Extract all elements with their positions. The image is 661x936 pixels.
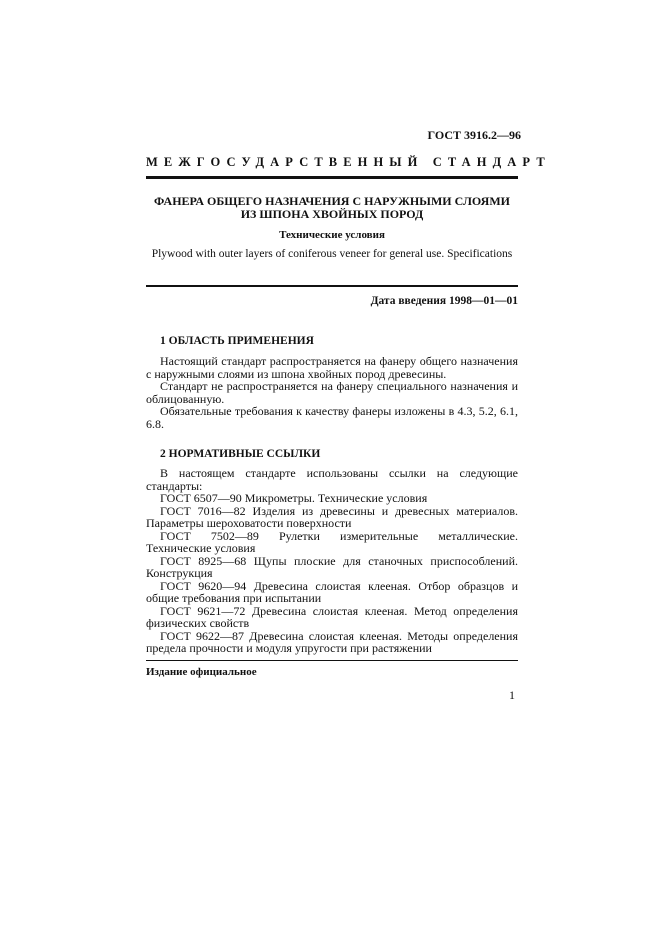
english-title: Plywood with outer layers of coniferous veneer for general use. Specifications <box>151 248 513 260</box>
paragraph: Стандарт не распространяется на фанеру специального назначения и облицованную. <box>146 379 518 406</box>
document-title <box>146 195 518 221</box>
title-line-1: ФАНЕРА ОБЩЕГО НАЗНАЧЕНИЯ С НАРУЖНЫМИ СЛОЯМИ <box>153 194 510 208</box>
paragraph: Настоящий стандарт распространяется на фанеру общего назначения с наружными слоями из шпона хвойных пород древесины. <box>146 354 518 381</box>
title-rule <box>146 285 518 287</box>
reference-item: ГОСТ 7502—89 Рулетки измерительные металлические. Технические условия <box>146 528 518 555</box>
reference-item: ГОСТ 7016—82 Изделия из древесины и древесных материалов. Параметры шероховатости поверхности <box>146 503 518 530</box>
section-2-body <box>146 467 518 655</box>
footer-rule <box>146 660 518 661</box>
interstate-standard-banner: МЕЖГОСУДАРСТВЕННЫЙ СТАНДАРТ <box>146 155 551 169</box>
reference-item: ГОСТ 9620—94 Древесина слоистая клееная. Отбор образцов и общие требования при испытании <box>146 578 518 605</box>
header-rule <box>146 176 518 179</box>
standard-code: ГОСТ 3916.2—96 <box>427 128 521 142</box>
paragraph: В настоящем стандарте использованы ссылки на следующие стандарты: <box>146 466 518 493</box>
document-subtitle: Технические условия <box>279 229 385 241</box>
section-1-heading: 1 ОБЛАСТЬ ПРИМЕНЕНИЯ <box>160 335 314 347</box>
reference-item: ГОСТ 9621—72 Древесина слоистая клееная. Метод определения физических свойств <box>146 603 518 630</box>
official-edition-label: Издание официальное <box>146 666 257 678</box>
effective-date: Дата введения 1998—01—01 <box>370 295 518 307</box>
section-1-body <box>146 355 518 430</box>
reference-item: ГОСТ 9622—87 Древесина слоистая клееная. Методы определения предела прочности и модуля упругости при растяжении <box>146 628 518 655</box>
section-2-heading: 2 НОРМАТИВНЫЕ ССЫЛКИ <box>160 448 321 460</box>
reference-item: ГОСТ 8925—68 Щупы плоские для станочных приспособлений. Конструкция <box>146 553 518 580</box>
paragraph: Обязательные требования к качеству фанеры изложены в 4.3, 5.2, 6.1, 6.8. <box>146 404 518 431</box>
page-number: 1 <box>509 688 515 702</box>
reference-item: ГОСТ 6507—90 Микрометры. Технические условия <box>160 491 428 505</box>
title-line-2: ИЗ ШПОНА ХВОЙНЫХ ПОРОД <box>240 207 424 221</box>
